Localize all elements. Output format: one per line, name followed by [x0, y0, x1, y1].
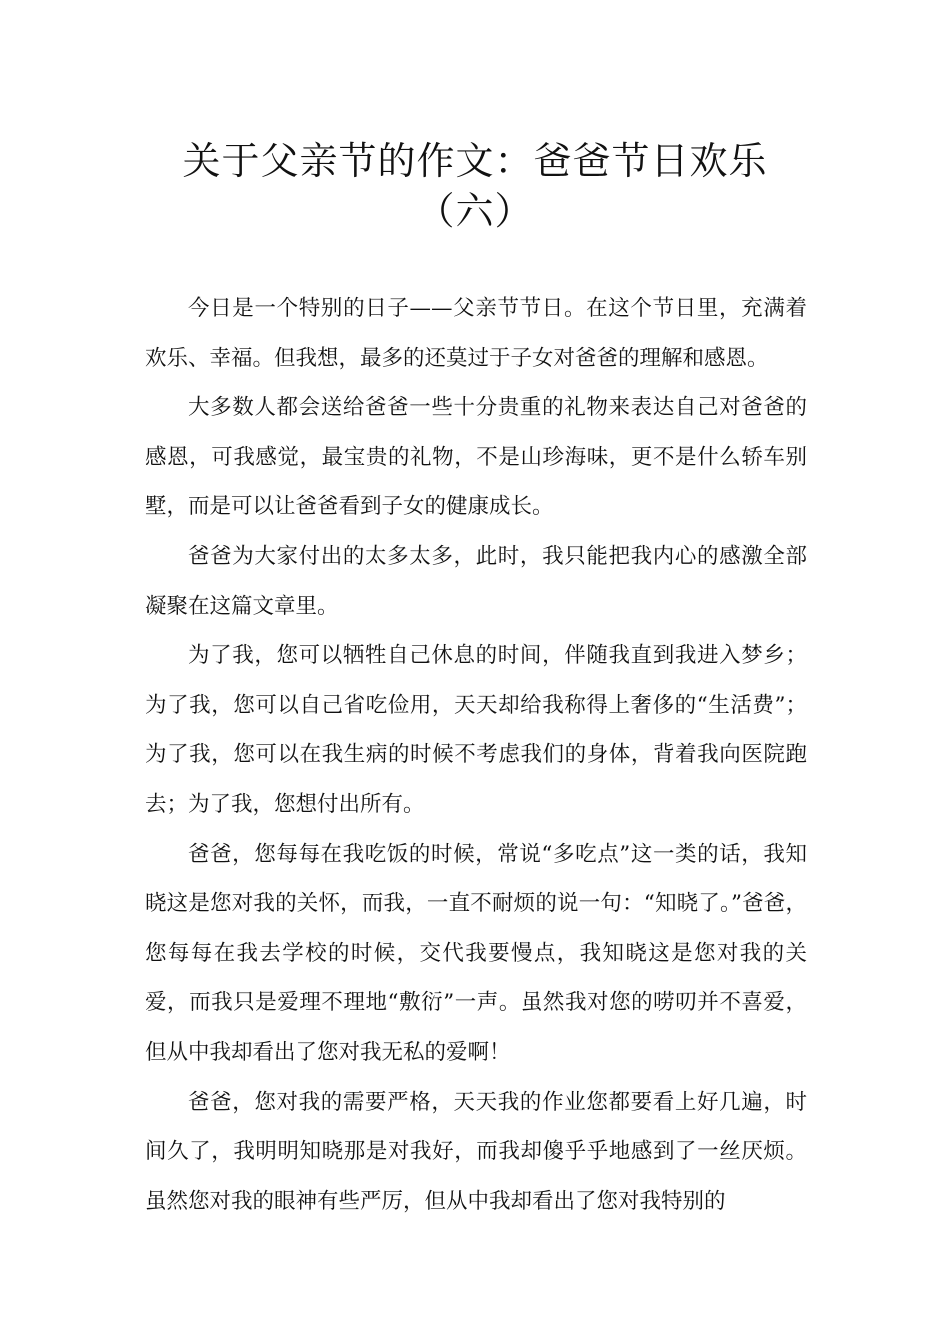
paragraph-4: 为了我，您可以牺牲自己休息的时间，伴随我直到我进入梦乡；为了我，您可以自己省吃俭用，天天却给我称得上奢侈的“生活费”；为了我，您可以在我生病的时候不考虑我们的身体，背着我向医院跑去；为了我，您想付出所有。 — [145, 643, 807, 817]
paragraph-3: 爸爸为大家付出的太多太多，此时，我只能把我内心的感激全部凝聚在这篇文章里。 — [145, 543, 807, 619]
document-title: 关于父亲节的作文：爸爸节日欢乐 — [182, 139, 768, 183]
document-body — [145, 284, 807, 1226]
document-title-number: （六） — [416, 189, 534, 233]
paragraph-2: 大多数人都会送给爸爸一些十分贵重的礼物来表达自己对爸爸的感恩，可我感觉，最宝贵的礼物，不是山珍海味，更不是什么轿车别墅，而是可以让爸爸看到子女的健康成长。 — [145, 395, 807, 520]
paragraph-5: 爸爸，您每每在我吃饭的时候，常说“多吃点”这一类的话，我知晓这是您对我的关怀，而我，一直不耐烦的说一句：“知晓了。”爸爸，您每每在我去学校的时候，交代我要慢点，我知晓这是您对我的关爱，而我只是爱理不理地“敷衍”一声。虽然我对您的唠叨并不喜爱，但从中我却看出了您对我无私的爱啊！ — [145, 841, 807, 1065]
paragraph-1: 今日是一个特别的日子——父亲节节日。在这个节日里，充满着欢乐、幸福。但我想，最多的还莫过于子女对爸爸的理解和感恩。 — [145, 296, 807, 371]
paragraph-6: 爸爸，您对我的需要严格，天天我的作业您都要看上好几遍，时间久了，我明明知晓那是对我好，而我却傻乎乎地感到了一丝厌烦。虽然您对我的眼神有些严厉，但从中我却看出了您对我特别的 — [145, 1089, 807, 1214]
